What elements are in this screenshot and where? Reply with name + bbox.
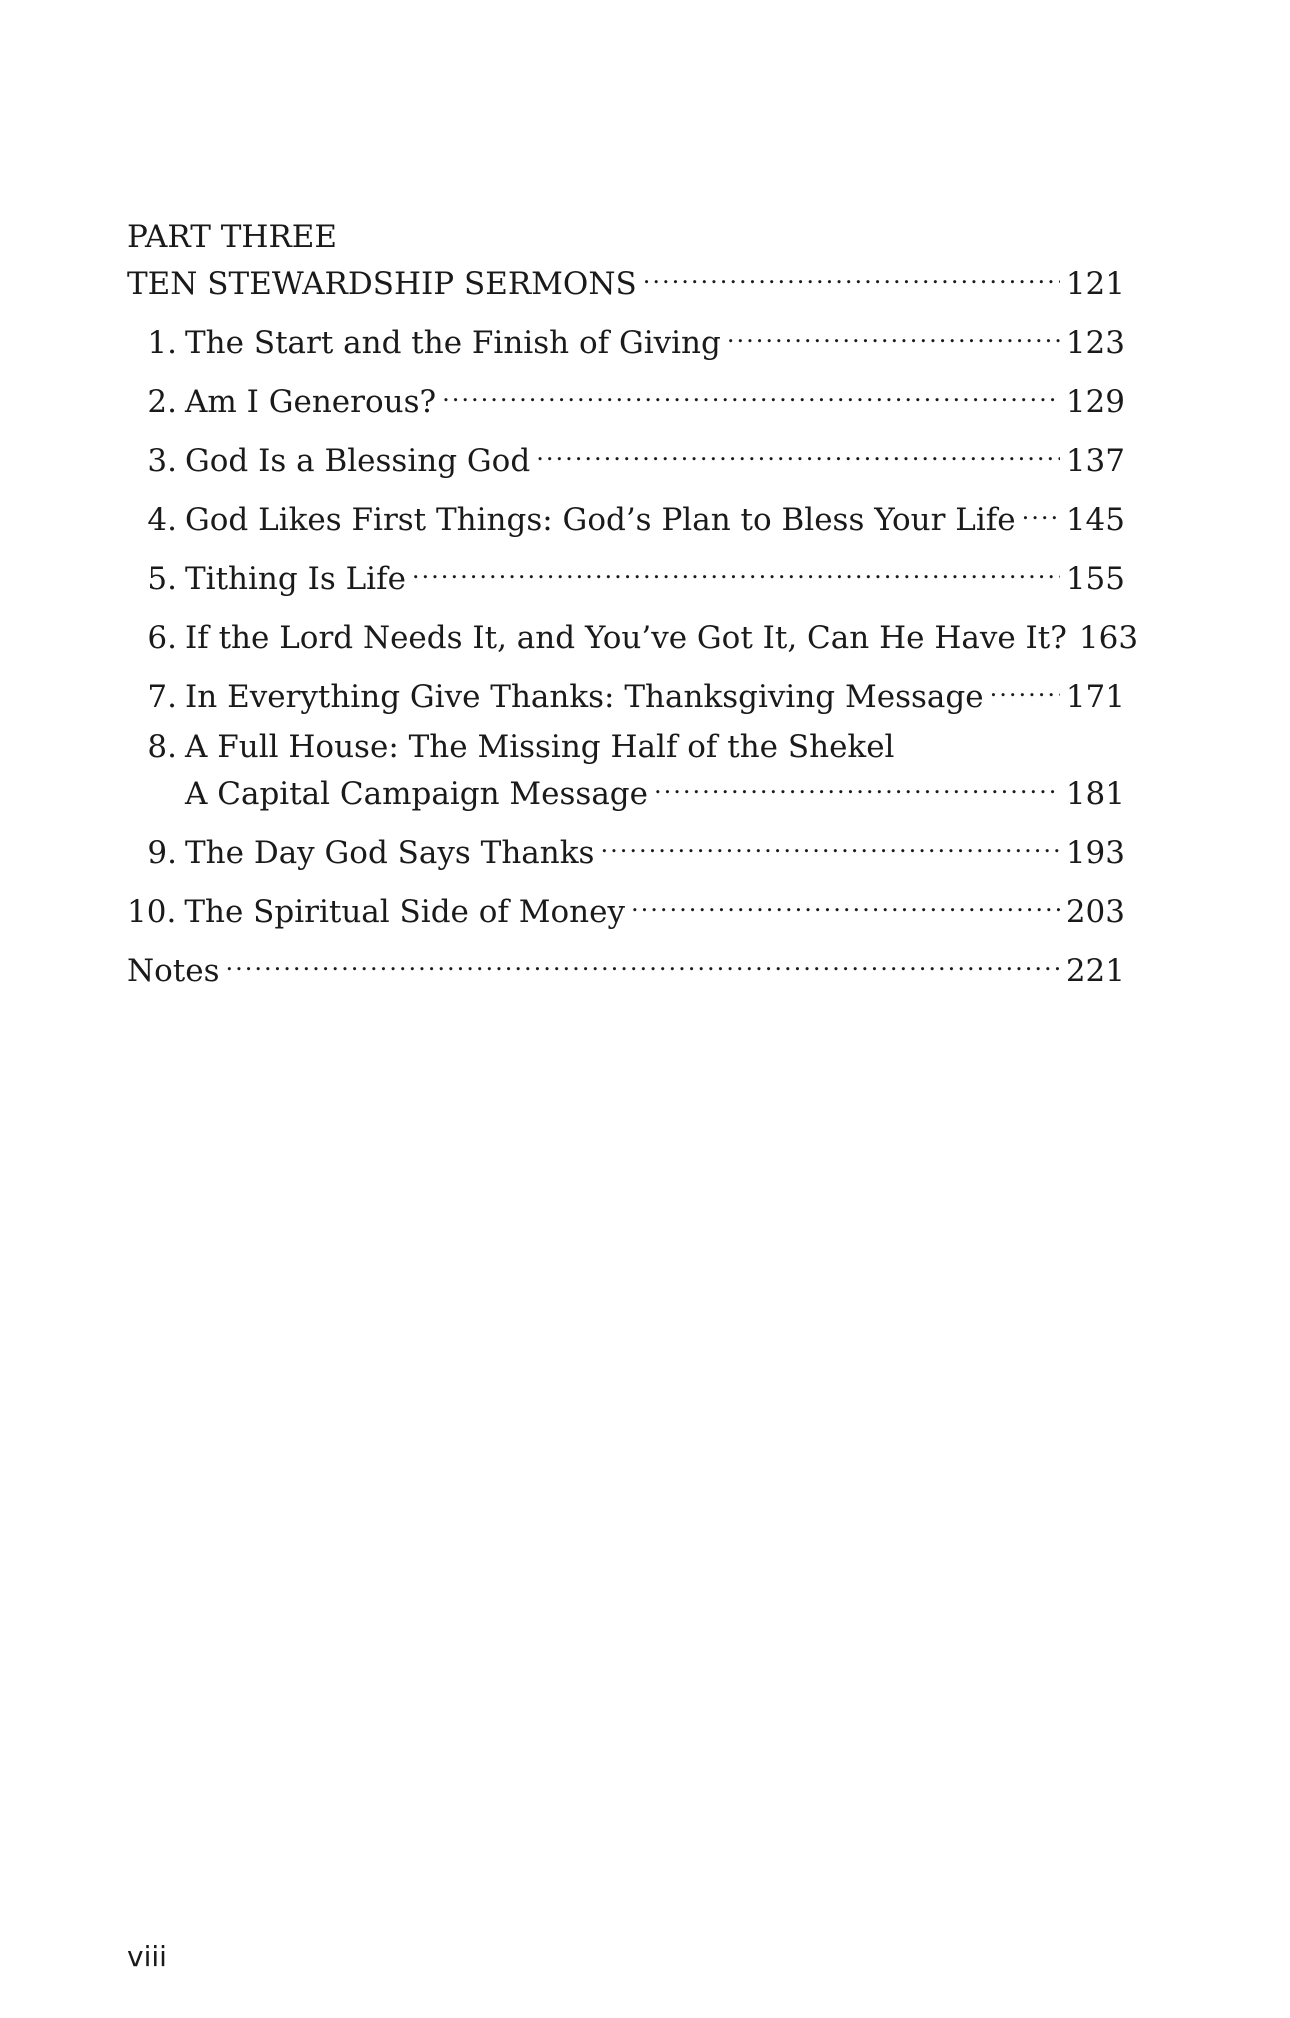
dot-leader xyxy=(442,374,1060,412)
page-number: 137 xyxy=(1065,443,1125,479)
dot-leader xyxy=(727,315,1060,353)
toc-entry-4[interactable] xyxy=(127,492,1125,538)
page-number: 123 xyxy=(1065,325,1125,361)
notes-title: Notes xyxy=(127,953,220,989)
dot-leader xyxy=(1022,492,1060,530)
entry-number: 1. xyxy=(147,325,177,361)
table-of-contents xyxy=(127,218,1139,989)
entry-number: 4. xyxy=(147,502,177,538)
entry-first-line xyxy=(127,728,1125,766)
part-label: PART THREE xyxy=(127,219,338,255)
dot-leader xyxy=(226,943,1060,981)
page-number: 193 xyxy=(1065,835,1125,871)
folio-page-number: viii xyxy=(127,1940,167,1973)
toc-entry-9[interactable] xyxy=(127,825,1125,871)
page-number: 203 xyxy=(1065,894,1125,930)
entry-title: Am I Generous? xyxy=(185,384,437,420)
dot-leader xyxy=(536,433,1060,471)
dot-leader xyxy=(412,551,1060,589)
entry-title: God Is a Blessing God xyxy=(185,443,531,479)
page-number: 163 xyxy=(1078,620,1139,656)
entry-title: Tithing Is Life xyxy=(185,561,406,597)
page-number: 145 xyxy=(1065,502,1125,538)
entry-title: If the Lord Needs It, and You’ve Got It, Can He Have It? xyxy=(185,620,1067,656)
page-number: 221 xyxy=(1065,953,1125,989)
entry-subtitle: A Capital Campaign Message xyxy=(185,776,648,812)
entry-title: The Spiritual Side of Money xyxy=(184,894,625,930)
toc-entry-1[interactable] xyxy=(127,315,1125,361)
dot-leader xyxy=(631,884,1060,922)
dot-leader xyxy=(643,256,1060,294)
entry-title: A Full House: The Missing Half of the Shekel xyxy=(185,729,895,765)
part-title: TEN STEWARDSHIP SERMONS xyxy=(127,266,637,302)
page-number: 171 xyxy=(1065,679,1125,715)
toc-entry-10[interactable] xyxy=(127,884,1125,930)
page-number: 181 xyxy=(1065,776,1125,812)
entry-number: 3. xyxy=(147,443,177,479)
dot-leader xyxy=(990,669,1060,707)
toc-notes-row[interactable] xyxy=(127,943,1125,989)
entry-number: 5. xyxy=(147,561,177,597)
entry-number: 7. xyxy=(147,679,177,715)
entry-title: God Likes First Things: God’s Plan to Bless Your Life xyxy=(185,502,1016,538)
page-number: 155 xyxy=(1065,561,1125,597)
entry-title: In Everything Give Thanks: Thanksgiving Message xyxy=(185,679,984,715)
toc-part-row[interactable] xyxy=(127,256,1125,302)
toc-entry-6[interactable] xyxy=(127,610,1139,656)
entry-title: The Start and the Finish of Giving xyxy=(185,325,721,361)
page-number: 121 xyxy=(1065,266,1125,302)
toc-entry-2[interactable] xyxy=(127,374,1125,420)
entry-number: 6. xyxy=(147,620,177,656)
toc-entry-7[interactable] xyxy=(127,669,1125,715)
entry-number: 10. xyxy=(127,894,177,930)
toc-entry-3[interactable] xyxy=(127,433,1125,479)
entry-number: 2. xyxy=(147,384,177,420)
entry-second-line xyxy=(127,766,1125,812)
entry-title: The Day God Says Thanks xyxy=(185,835,595,871)
dot-leader xyxy=(600,825,1059,863)
dot-leader xyxy=(654,766,1060,804)
toc-entry-5[interactable] xyxy=(127,551,1125,597)
entry-number: 8. xyxy=(147,729,177,765)
entry-number: 9. xyxy=(147,835,177,871)
toc-entry-8[interactable] xyxy=(127,728,1125,812)
page-number: 129 xyxy=(1065,384,1125,420)
